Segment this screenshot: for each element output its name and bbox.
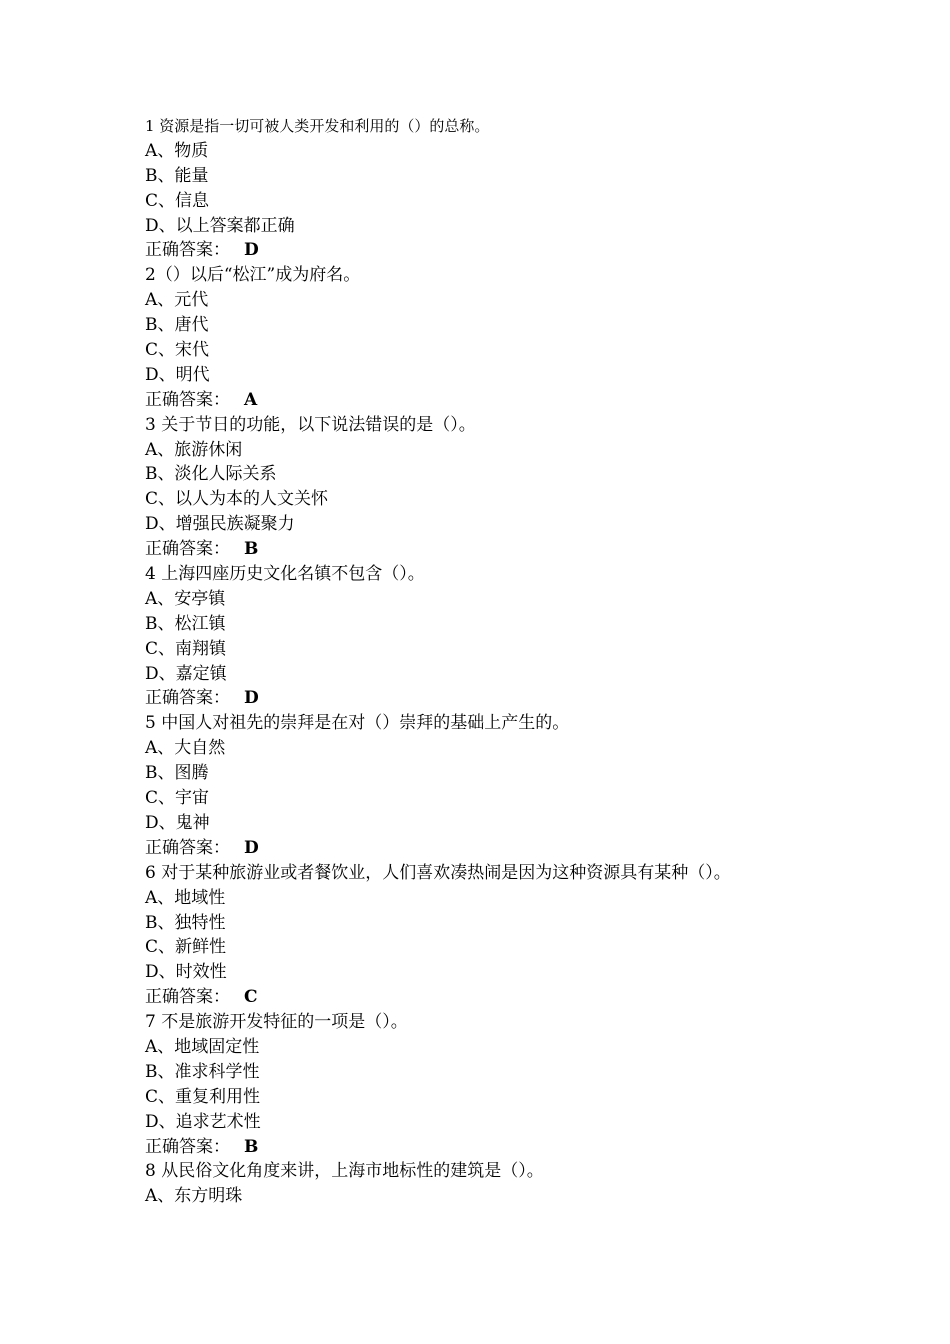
answer-value: B xyxy=(244,1136,259,1157)
question-4-option-b: B、松江镇 xyxy=(145,613,226,634)
question-1-option-d: D、以上答案都正确 xyxy=(145,215,295,236)
question-6-option-a: A、地域性 xyxy=(145,887,226,908)
question-2-option-c: C、宋代 xyxy=(145,340,210,361)
question-4-option-d: D、嘉定镇 xyxy=(145,663,227,684)
question-6-option-d: D、时效性 xyxy=(145,962,227,983)
question-2-option-b: B、唐代 xyxy=(145,315,209,336)
question-list xyxy=(145,114,905,1209)
question-1-option-c: C、信息 xyxy=(145,190,210,211)
question-5-option-b: B、图腾 xyxy=(145,763,209,784)
question-6-option-b: B、独特性 xyxy=(145,912,226,933)
question-4-option-a: A、安亭镇 xyxy=(145,588,226,609)
question-7-option-a: A、地域固定性 xyxy=(145,1036,260,1057)
answer-value: B xyxy=(244,539,259,560)
question-7-option-c: C、重复利用性 xyxy=(145,1086,261,1107)
question-2-answer xyxy=(145,388,905,413)
answer-value: D xyxy=(244,688,259,709)
question-3-option-c: C、以人为本的人文关怀 xyxy=(145,489,329,510)
question-2-option-a: A、元代 xyxy=(145,290,209,311)
answer-value: A xyxy=(244,389,258,410)
question-3-answer xyxy=(145,537,905,562)
answer-value: C xyxy=(244,987,258,1008)
question-5-option-a: A、大自然 xyxy=(145,738,226,759)
question-6-text: 6 对于某种旅游业或者餐饮业，人们喜欢凑热闹是因为这种资源具有某种（）。 xyxy=(145,862,731,883)
answer-label: 正确答案： xyxy=(145,987,230,1008)
question-3-option-d: D、增强民族凝聚力 xyxy=(145,514,295,535)
answer-label: 正确答案： xyxy=(145,240,230,261)
question-5-option-c: C、宇宙 xyxy=(145,788,210,809)
answer-label: 正确答案： xyxy=(145,539,230,560)
question-3-text: 3 关于节日的功能，以下说法错误的是（）。 xyxy=(145,414,476,435)
question-8-option-a: A、东方明珠 xyxy=(145,1186,243,1207)
answer-label: 正确答案： xyxy=(145,837,230,858)
question-3-option-a: A、旅游休闲 xyxy=(145,439,243,460)
question-5-text: 5 中国人对祖先的崇拜是在对（）崇拜的基础上产生的。 xyxy=(145,713,570,734)
question-1-option-b: B、能量 xyxy=(145,165,209,186)
answer-label: 正确答案： xyxy=(145,688,230,709)
question-1-option-a: A、物质 xyxy=(145,140,209,161)
question-7-text: 7 不是旅游开发特征的一项是（）。 xyxy=(145,1012,408,1033)
question-1-answer xyxy=(145,238,905,263)
answer-label: 正确答案： xyxy=(145,1136,230,1157)
question-4-text: 4 上海四座历史文化名镇不包含（）。 xyxy=(145,564,425,585)
question-6-answer xyxy=(145,985,905,1010)
question-5-option-d: D、鬼神 xyxy=(145,812,210,833)
question-6-option-c: C、新鲜性 xyxy=(145,937,227,958)
question-7-option-b: B、准求科学性 xyxy=(145,1061,260,1082)
answer-label: 正确答案： xyxy=(145,389,230,410)
answer-value: D xyxy=(244,837,259,858)
question-2-option-d: D、明代 xyxy=(145,364,210,385)
question-2-text: 2（）以后“松江”成为府名。 xyxy=(145,265,361,286)
question-7-option-d: D、追求艺术性 xyxy=(145,1111,261,1132)
answer-value: D xyxy=(244,240,259,261)
question-3-option-b: B、淡化人际关系 xyxy=(145,464,277,485)
question-4-option-c: C、南翔镇 xyxy=(145,638,227,659)
question-4-answer xyxy=(145,686,905,711)
question-1-text: 1 资源是指一切可被人类开发和利用的（）的总称。 xyxy=(145,117,490,135)
question-7-answer xyxy=(145,1135,905,1160)
question-5-answer xyxy=(145,836,905,861)
question-8-text: 8 从民俗文化角度来讲，上海市地标性的建筑是（）。 xyxy=(145,1161,544,1182)
